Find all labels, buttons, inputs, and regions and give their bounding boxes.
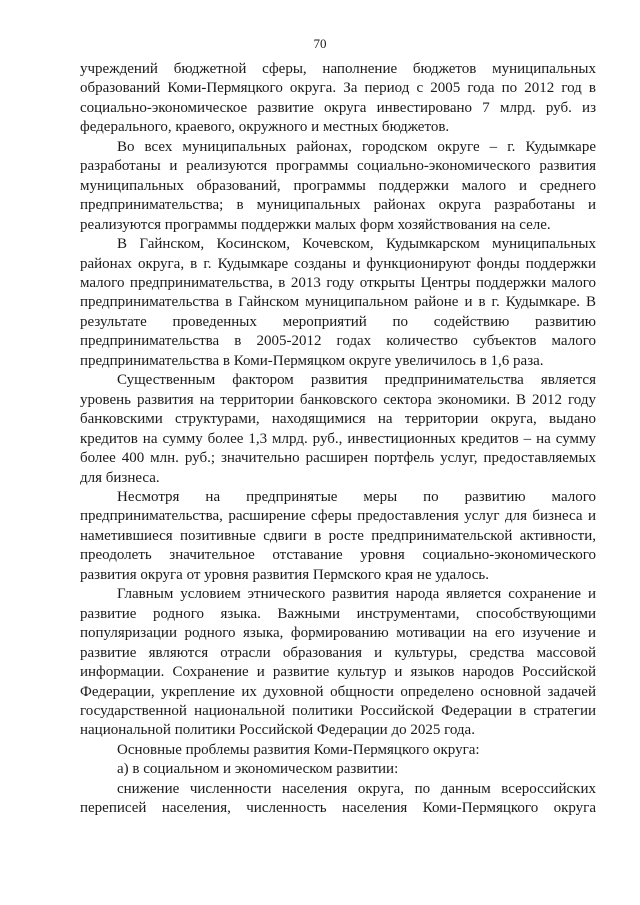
paragraph-main-problems-heading: Основные проблемы развития Коми-Пермяцкого округа:: [117, 741, 480, 758]
paragraph-development-programs: Во всех муниципальных районах, городском округе – г. Кудымкаре разработаны и реализуются программы социально-экономического развития муниципальных образований, программы поддержки малого и среднего предпринимательства; в муниципальных районах округа разработаны и реализуются программы поддержки малых форм хозяйствования на селе.: [80, 138, 596, 233]
paragraph-budget-investment: учреждений бюджетной сферы, наполнение бюджетов муниципальных образований Коми-Пермяцкого округа. За период с 2005 года по 2012 год в социально-экономическое развитие округа инвестировано 7 млрд. руб. из федерального, краевого, окружного и местных бюджетов.: [80, 61, 596, 136]
paragraph-list-item-a: а) в социальном и экономическом развитии:: [117, 761, 399, 778]
paragraph-native-language: Главным условием этнического развития народа является сохранение и развитие родного языка. Важными инструментами, способствующими популяризации родного языка, формированию мотивации на его изучение и развитие являются отрасли образования и культуры, средства массовой информации. Сохранение и развитие культур и языков народов Российской Федерации, укрепление их духовной общности определено основной задачей государственной национальной политики Российской Федерации в стратегии национальной политики Российской Федерации до 2025 года.: [80, 586, 596, 739]
body-text: [80, 60, 596, 819]
paragraph-development-lag: Несмотря на предпринятые меры по развитию малого предпринимательства, расширение сферы предоставления услуг для бизнеса и наметившиеся позитивные сдвиги в росте предпринимательской активности, преодолеть значительное отставание уровня социально-экономического развития округа от уровня развития Пермского края не удалось.: [80, 488, 596, 583]
paragraph-support-funds: В Гайнском, Косинском, Кочевском, Кудымкарском муниципальных районах округа, в г. Кудымкаре созданы и функционируют фонды поддержки малого предпринимательства, в 2013 году открыты Центры поддержки малого предпринимательства в Гайнском муниципальном районе и в г. Кудымкаре. В результате проведенных мероприятий по содействию развитию предпринимательства в 2005-2012 годах количество субъектов малого предпринимательства в Коми-Пермяцком округе увеличилось в 1,6 раза.: [80, 236, 596, 369]
paragraph-banking-sector: Существенным фактором развития предпринимательства является уровень развития на территории банковского сектора экономики. В 2012 году банковскими структурами, находящимися на территории округа, выдано кредитов на сумму более 1,3 млрд. руб., инвестиционных кредитов – на сумму более 400 млн. руб.; значительно расширен портфель услуг, предоставляемых для бизнеса.: [80, 372, 596, 486]
paragraph-population-decline: снижение численности населения округа, по данным всероссийских переписей населения, численность населения Коми-Пермяцкого округа: [80, 780, 596, 817]
page-number: 70: [313, 36, 327, 51]
